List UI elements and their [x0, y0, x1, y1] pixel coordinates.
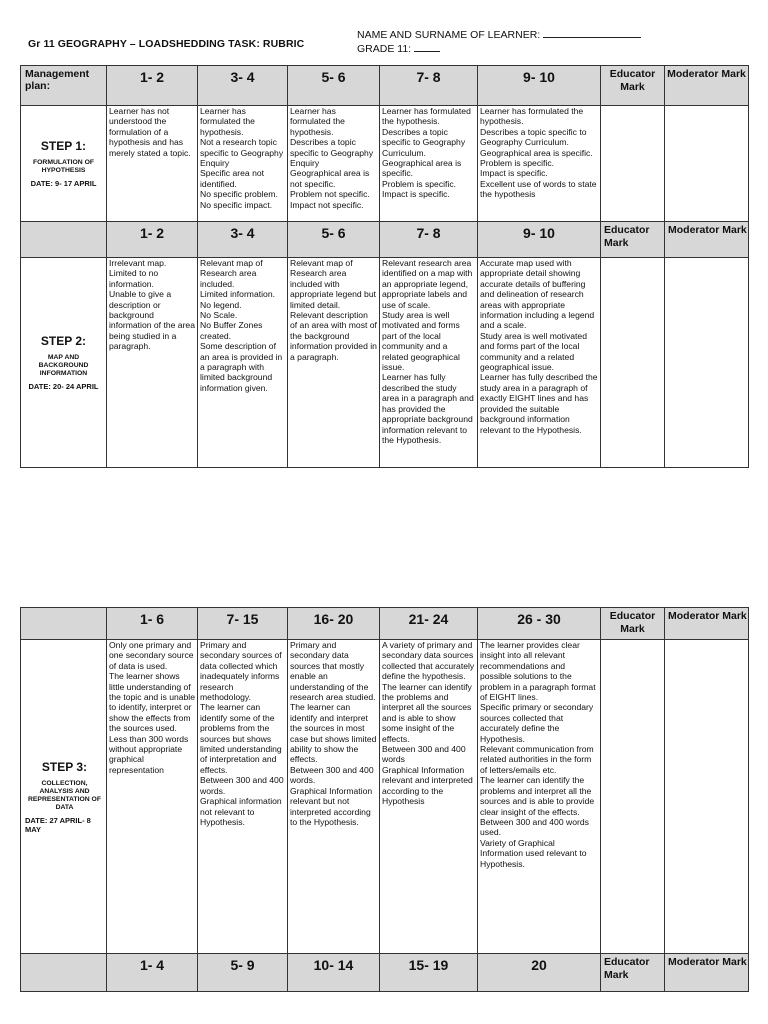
- step-1-title: STEP 1:: [40, 139, 87, 153]
- step-2-date: DATE: 20- 24 APRIL: [28, 382, 99, 391]
- step-3-descriptor-5: The learner provides clear insight into all relevant recommendations and possible solutions to the problem in a paragraph format of EIGHT lines. Specific primary or secondary sources collected that accurately define the Hypothesis. Relevant communication from related authorities in the form of letters/emails etc. The learner can identify the problems and interpret all the sources and is able to provide clear insight of the effects. Between 300 and 400 words used. Variety of Graphical Information used relevant to Hypothesis.: [478, 640, 601, 954]
- learner-details: [357, 28, 641, 56]
- learner-name-label: NAME AND SURNAME OF LEARNER:: [357, 29, 541, 41]
- step-1-subtitle: FORMULATION OF HYPOTHESIS: [32, 159, 95, 174]
- step-1-row: [21, 106, 749, 222]
- step-2-descriptor-5: Accurate map used with appropriate detail showing accurate details of buffering and delineation of research areas with appropriate information including a legend and a scale. Study area is well motivated and forms part of the local community and a related geographical issue. Learner has fully described the study area in a paragraph of exactly EIGHT lines and has provided the suitable background information relevant to the Hypothesis.: [478, 258, 601, 468]
- moderator-mark-header-3: Moderator Mark: [665, 608, 749, 640]
- step-1-cell: [21, 106, 107, 222]
- educator-mark-header-3: Educator Mark: [601, 608, 665, 640]
- step-2-moderator-mark[interactable]: [665, 258, 749, 468]
- grade-row: [357, 42, 641, 56]
- score-band-3-1: 1- 6: [107, 608, 198, 640]
- score-band-4-1: 1- 4: [107, 954, 198, 992]
- score-band-4b: 7- 8: [380, 222, 478, 258]
- score-band-4-3: 10- 14: [288, 954, 380, 992]
- moderator-mark-header-2: Moderator Mark: [665, 222, 749, 258]
- score-band-2b: 3- 4: [198, 222, 288, 258]
- step-3-descriptor-3: Primary and secondary data sources that mostly enable an understanding of the research area studied. The learner can identify and interpret the sources in most case but shows limited ability to show the effects. Between 300 and 400 words. Graphical Information relevant but not interpreted according to the Hypothesis.: [288, 640, 380, 954]
- step-3-date: DATE: 27 APRIL- 8 MAY: [25, 815, 91, 834]
- educator-mark-header: Educator Mark: [601, 66, 665, 106]
- step-2-row: [21, 258, 749, 468]
- score-band-4-5: 20: [478, 954, 601, 992]
- educator-mark-header-4: Educator Mark: [601, 954, 665, 992]
- score-band-2: 3- 4: [198, 66, 288, 106]
- rubric-table-2: [20, 607, 749, 992]
- step-3-subtitle: COLLECTION, ANALYSIS AND REPRESENTATION OF DATA: [27, 779, 101, 811]
- management-plan-label: Management plan:: [21, 66, 107, 106]
- grade-line[interactable]: [414, 42, 440, 52]
- step-2-title: STEP 2:: [40, 334, 87, 348]
- score-band-1b: 1- 2: [107, 222, 198, 258]
- score-band-3b: 5- 6: [288, 222, 380, 258]
- step-3-title: STEP 3:: [41, 759, 88, 774]
- step-1-moderator-mark[interactable]: [665, 106, 749, 222]
- step-2-descriptor-4: Relevant research area identified on a map with an appropriate legend, appropriate labels and use of scale. Study area is well motivated and forms part of the local community and a related geographical issue. Learner has fully described the study area in a paragraph and has provided the appropriate background information relevant to the Hypothesis.: [380, 258, 478, 468]
- document-title: Gr 11 GEOGRAPHY – LOADSHEDDING TASK: RUBRIC: [28, 38, 305, 50]
- step-1-descriptor-1: Learner has not understood the formulation of a hypothesis and has merely stated a topic.: [107, 106, 198, 222]
- score-band-3: 5- 6: [288, 66, 380, 106]
- header-row-1: [21, 66, 749, 106]
- step-3-row: [21, 640, 749, 954]
- step-3-descriptor-4: A variety of primary and secondary data sources collected that accurately define the hypothesis. The learner can identify the problems and interpret all the sources and is able to show some insight of the effects. Between 300 and 400 words Graphical Information relevant and interpreted according to the Hypothesis: [380, 640, 478, 954]
- step-2-subtitle: MAP AND BACKGROUND INFORMATION: [38, 354, 89, 377]
- educator-mark-header-2: Educator Mark: [601, 222, 665, 258]
- header-row-3: [21, 608, 749, 640]
- step-3-moderator-mark[interactable]: [665, 640, 749, 954]
- step-1-descriptor-5: Learner has formulated the hypothesis. Describes a topic specific to Geography Curriculum. Geographical area is specific. Problem is specific. Impact is specific. Excellent use of words to state the hypothesis: [478, 106, 601, 222]
- moderator-mark-header-4: Moderator Mark: [665, 954, 749, 992]
- score-band-3-5: 26 - 30: [478, 608, 601, 640]
- score-band-1: 1- 2: [107, 66, 198, 106]
- score-band-4-2: 5- 9: [198, 954, 288, 992]
- score-band-4-4: 15- 19: [380, 954, 478, 992]
- header-row-3-blank: [21, 608, 107, 640]
- rubric-table-1: [20, 65, 749, 468]
- step-1-educator-mark[interactable]: [601, 106, 665, 222]
- page-header: [0, 0, 768, 64]
- step-2-descriptor-3: Relevant map of Research area included with appropriate legend but limited detail. Relevant description of an area with most of the background information provided in a paragraph.: [288, 258, 380, 468]
- step-3-cell: [21, 640, 107, 954]
- step-3-descriptor-1: Only one primary and one secondary source of data is used. The learner shows little understanding of the topic and is unable to identify, interpret or show the effects from the sources used. Less than 300 words without appropriate graphical representation: [107, 640, 198, 954]
- learner-name-row: [357, 28, 641, 42]
- step-2-cell: [21, 258, 107, 468]
- score-band-4: 7- 8: [380, 66, 478, 106]
- learner-name-line[interactable]: [543, 28, 641, 38]
- header-row-2: [21, 222, 749, 258]
- score-band-5b: 9- 10: [478, 222, 601, 258]
- step-2-descriptor-1: Irrelevant map. Limited to no information. Unable to give a description or background information of the area being studied in a paragraph.: [107, 258, 198, 468]
- step-1-descriptor-2: Learner has formulated the hypothesis. Not a research topic specific to Geography Enquiry Specific area not identified. No specific problem. No specific impact.: [198, 106, 288, 222]
- score-band-3-3: 16- 20: [288, 608, 380, 640]
- score-band-3-4: 21- 24: [380, 608, 478, 640]
- step-3-descriptor-2: Primary and secondary sources of data collected which inadequately informs research methodology. The learner can identify some of the problems from the sources but shows limited understanding of interpretation and effects. Between 300 and 400 words. Graphical information not relevant to Hypothesis.: [198, 640, 288, 954]
- step-1-date: DATE: 9- 17 APRIL: [30, 179, 97, 188]
- header-row-4: [21, 954, 749, 992]
- moderator-mark-header: Moderator Mark: [665, 66, 749, 106]
- header-row-4-blank: [21, 954, 107, 992]
- step-2-educator-mark[interactable]: [601, 258, 665, 468]
- step-3-educator-mark[interactable]: [601, 640, 665, 954]
- step-1-descriptor-3: Learner has formulated the hypothesis. Describes a topic specific to Geography Enquiry Geographical area is not specific. Problem not specific. Impact not specific.: [288, 106, 380, 222]
- step-2-descriptor-2: Relevant map of Research area included. Limited information. No legend. No Scale. No Buffer Zones created. Some description of an area is provided in a paragraph with limited background information given.: [198, 258, 288, 468]
- score-band-3-2: 7- 15: [198, 608, 288, 640]
- score-band-5: 9- 10: [478, 66, 601, 106]
- step-1-descriptor-4: Learner has formulated the hypothesis. Describes a topic specific to Geography Curriculum. Geographical area is specific. Problem is specific. Impact is specific.: [380, 106, 478, 222]
- grade-label: GRADE 11:: [357, 43, 412, 55]
- header-row-2-blank: [21, 222, 107, 258]
